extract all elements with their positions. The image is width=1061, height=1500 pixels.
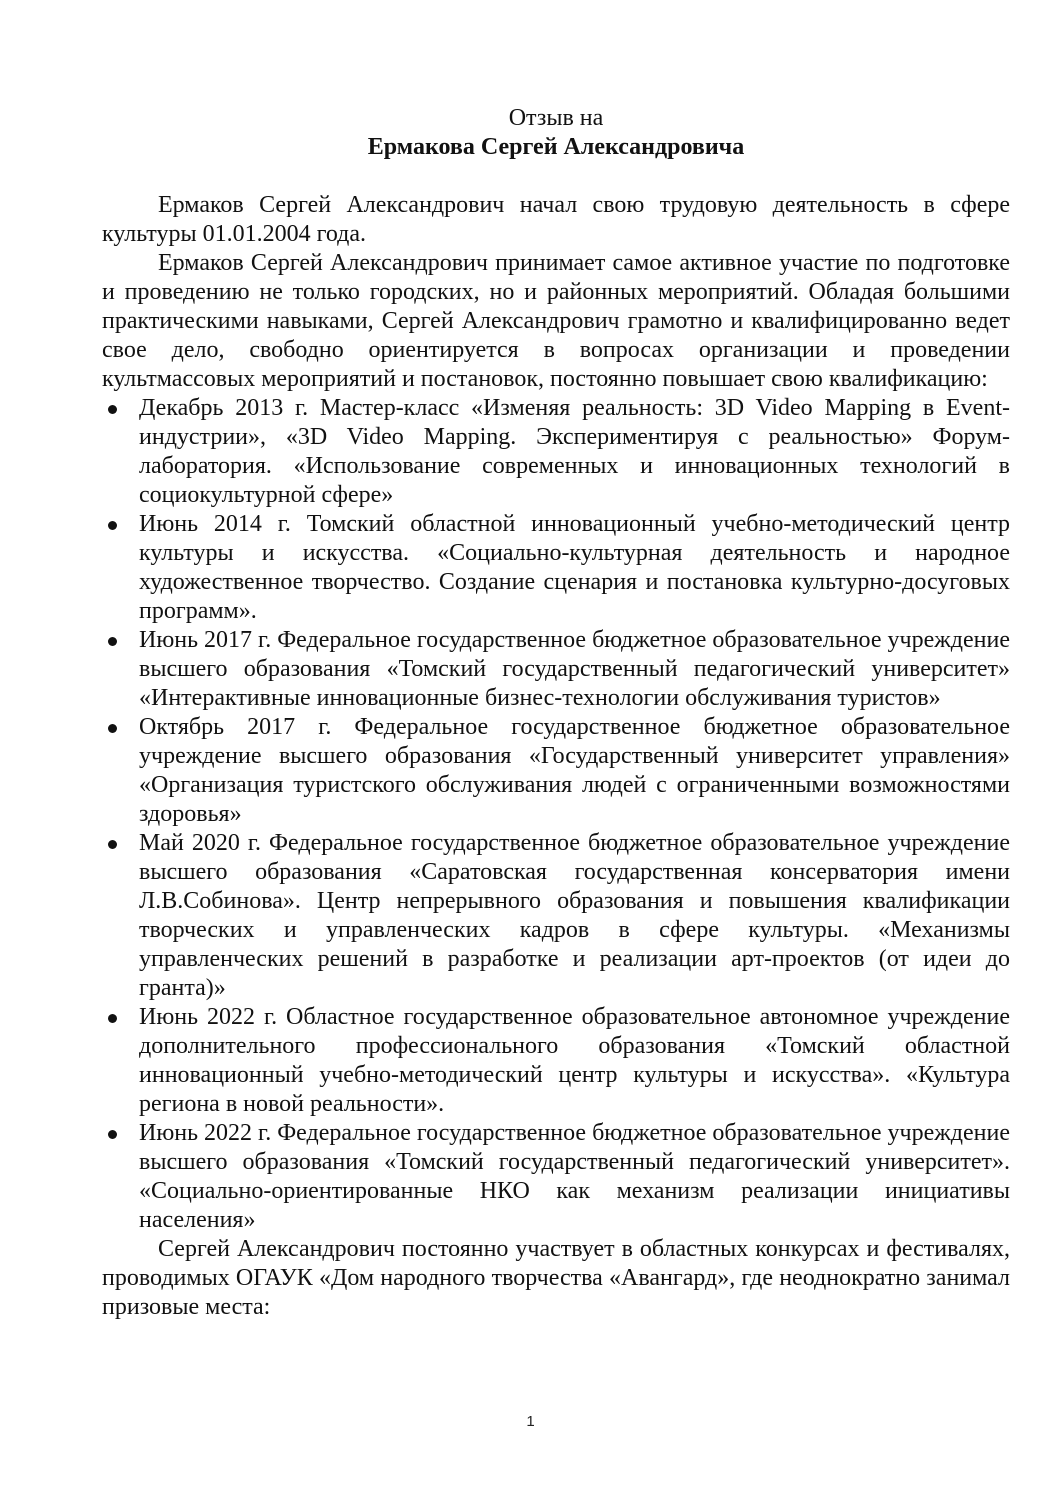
list-item — [102, 626, 1010, 713]
list-item-text: Октябрь 2017 г. Федеральное государственное бюджетное образовательное учреждение высшего образования «Государственный университет управления» «Организация туристского обслуживания людей с ограниченными возможностями здоровья» — [139, 714, 1010, 827]
paragraph-contests: Сергей Александрович постоянно участвует в областных конкурсах и фестивалях, проводимых ОГАУК «Дом народного творчества «Авангард», где неоднократно занимал призовые места: — [102, 1236, 1010, 1320]
list-item — [102, 394, 1010, 510]
bullet-icon — [108, 521, 117, 530]
bullet-icon — [108, 1130, 117, 1139]
document-title: Отзыв на — [508, 105, 604, 131]
bullet-icon — [108, 405, 117, 414]
bullet-icon — [108, 637, 117, 646]
bullet-icon — [108, 840, 117, 849]
list-item-text: Июнь 2022 г. Областное государственное образовательное автономное учреждение дополнительного профессионального образования «Томский областной инновационный учебно-методический центр культуры и искусства». «Культура региона в новой реальности». — [139, 1004, 1010, 1117]
paragraph-activity: Ермаков Сергей Александрович принимает самое активное участие по подготовке и проведению не только городских, но и районных мероприятий. Обладая большими практическими навыками, Сергей Александрович грамотно и квалифицированно ведет свое дело, свободно ориентируется в вопросах организации и проведении культмассовых мероприятий и постановок, постоянно повышает свою квалификацию: — [102, 250, 1010, 392]
page-number: 1 — [526, 1413, 535, 1430]
list-item — [102, 510, 1010, 626]
list-item — [102, 1119, 1010, 1235]
training-list — [102, 394, 1010, 1235]
list-item — [102, 713, 1010, 829]
bullet-icon — [108, 724, 117, 733]
bullet-icon — [108, 1014, 117, 1023]
list-item-text: Июнь 2022 г. Федеральное государственное бюджетное образовательное учреждение высшего образования «Томский государственный педагогический университет». «Социально-ориентированные НКО как механизм реализации инициативы населения» — [139, 1120, 1011, 1233]
paragraph-career-start: Ермаков Сергей Александрович начал свою трудовую деятельность в сфере культуры 01.01.2004 года. — [102, 192, 1010, 247]
list-item-text: Июнь 2014 г. Томский областной инновационный учебно-методический центр культуры и искусства. «Социально-культурная деятельность и народное художественное творчество. Создание сценария и постановка культурно-досуговых программ». — [139, 511, 1010, 624]
list-item-text: Июнь 2017 г. Федеральное государственное бюджетное образовательное учреждение высшего образования «Томский государственный педагогический университет» «Интерактивные инновационные бизнес-технологии обслуживания туристов» — [139, 627, 1011, 711]
document-page — [102, 104, 1010, 1322]
list-item — [102, 829, 1010, 1003]
list-item-text: Май 2020 г. Федеральное государственное бюджетное образовательное учреждение высшего образования «Саратовская государственная консерватория имени Л.В.Собинова». Центр непрерывного образования и повышения квалификации творческих и управленческих кадров в сфере культуры. «Механизмы управленческих решений в разработке и реализации арт-проектов (от идеи до гранта)» — [139, 830, 1010, 1001]
document-subject-name: Ермакова Сергей Александровича — [367, 134, 745, 160]
title-spacer — [102, 162, 1010, 191]
list-item-text: Декабрь 2013 г. Мастер-класс «Изменяя реальность: 3D Video Mapping в Event-индустрии», «3D Video Mapping. Экспериментируя с реальностью» Форум-лаборатория. «Использование современных и инновационных технологий в социокультурной сфере» — [139, 395, 1010, 508]
list-item — [102, 1003, 1010, 1119]
